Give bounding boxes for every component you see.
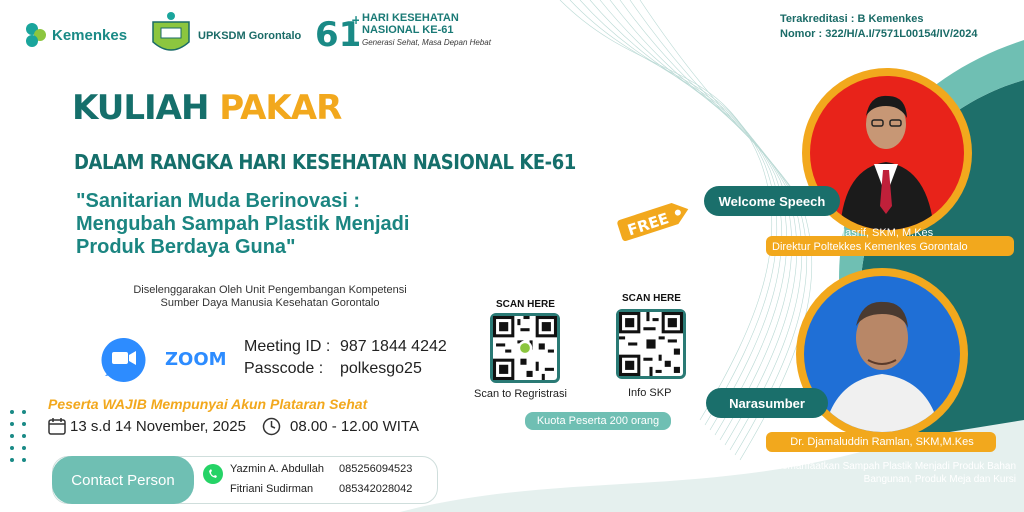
upksdm-label: UPKSDM Gorontalo <box>198 30 302 42</box>
kemenkes-label: Kemenkes <box>52 27 128 44</box>
qr-registration[interactable] <box>490 313 560 383</box>
welcome-speaker-name: Masrif, SKM, M.Kes <box>836 227 934 239</box>
hkn-title-2: NASIONAL KE-61 <box>362 24 454 36</box>
welcome-speaker-role: Direktur Poltekkes Kemenkes Gorontalo <box>772 241 968 253</box>
free-tag-label: FREE <box>625 209 672 240</box>
quota-badge: Kuota Peserta 200 orang <box>525 412 671 430</box>
passcode-value[interactable]: polkesgo25 <box>340 360 422 377</box>
scan-here-left: SCAN HERE <box>496 299 555 310</box>
meeting-id-value[interactable]: 987 1844 4242 <box>340 338 447 355</box>
scan-caption-skp: Info SKP <box>628 387 672 399</box>
svg-text:+: + <box>351 13 359 27</box>
contact-name-1: Yazmin A. Abdullah <box>230 463 324 475</box>
scan-caption-registration: Scan to Regristrasi <box>474 388 567 400</box>
accreditation-line-2: Nomor : 322/H/A.I/7571L00154/IV/2024 <box>780 28 978 40</box>
speaker-topic-line-2: Bangunan, Produk Meja dan Kursi <box>863 474 1016 485</box>
price-tag-icon <box>616 197 694 243</box>
zoom-logo <box>99 336 149 382</box>
title-word-kuliah: KULIAH <box>72 88 209 128</box>
person-icon <box>804 276 960 432</box>
qr-info-skp[interactable] <box>616 309 686 379</box>
organizer-line-2: Sumber Daya Manusia Kesehatan Gorontalo <box>160 297 380 309</box>
hkn-61-icon <box>315 12 359 52</box>
quote-line-1: "Sanitarian Muda Berinovasi : <box>76 190 360 212</box>
hkn-title-1: HARI KESEHATAN <box>362 12 459 24</box>
zoom-camera-icon <box>99 336 149 382</box>
title-word-pakar: PAKAR <box>219 88 342 128</box>
meeting-id-label: Meeting ID : <box>244 338 331 355</box>
page-title <box>72 88 341 128</box>
contact-phone-2[interactable]: 085342028042 <box>339 483 413 495</box>
speaker-topic-line-1: Memanfaatkan Sampah Plastik Menjadi Produk Bahan <box>773 461 1016 472</box>
zoom-label: ZOOM <box>165 349 227 370</box>
welcome-speech-label: Welcome Speech <box>704 186 840 216</box>
training-center-icon <box>147 8 195 58</box>
clock-icon <box>262 417 281 436</box>
event-time: 08.00 - 12.00 WITA <box>290 418 419 435</box>
speaker-name: Dr. Djamaluddin Ramlan, SKM,M.Kes <box>790 436 974 448</box>
kemenkes-logo <box>24 22 48 53</box>
whatsapp-icon[interactable] <box>202 463 224 485</box>
organizer-line-1: Diselenggarakan Oleh Unit Pengembangan Kompetensi <box>133 284 407 296</box>
hkn-logo <box>315 12 359 52</box>
contact-person-label: Contact Person <box>52 456 194 504</box>
free-tag <box>616 197 694 243</box>
speaker-topic <box>706 460 1016 486</box>
qr-code-icon <box>619 312 683 376</box>
accreditation-line-1: Terakreditasi : B Kemenkes <box>780 13 924 25</box>
training-center-logo <box>147 8 195 58</box>
narasumber-label: Narasumber <box>706 388 828 418</box>
organizer <box>100 284 440 310</box>
hkn-tagline: Generasi Sehat, Masa Depan Hebat <box>362 38 491 47</box>
passcode-label: Passcode : <box>244 360 324 377</box>
event-date: 13 s.d 14 November, 2025 <box>70 418 246 435</box>
speaker-photo <box>804 276 960 432</box>
qr-code-icon <box>493 316 557 380</box>
requirement-note: Peserta WAJIB Mempunyai Akun Plataran Sehat <box>48 396 368 412</box>
quote-line-2: Mengubah Sampah Plastik Menjadi <box>76 213 410 235</box>
kemenkes-icon <box>24 22 48 48</box>
hkn-number: 61 <box>315 15 359 52</box>
quote-line-3: Produk Berdaya Guna" <box>76 236 296 258</box>
page-subtitle: DALAM RANGKA HARI KESEHATAN NASIONAL KE-61 <box>74 150 576 174</box>
calendar-icon <box>48 417 66 435</box>
contact-phone-1[interactable]: 085256094523 <box>339 463 413 475</box>
scan-here-right: SCAN HERE <box>622 293 681 304</box>
contact-name-2: Fitriani Sudirman <box>230 483 314 495</box>
